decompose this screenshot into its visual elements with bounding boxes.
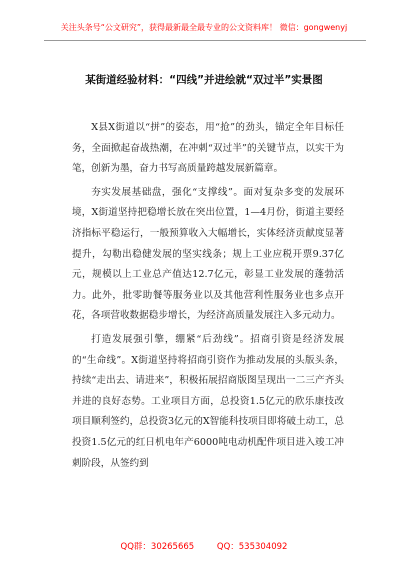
footer-qq: QQ：535304092 bbox=[216, 542, 288, 552]
header-divider bbox=[44, 40, 366, 41]
paragraph-momentum-line: 打造发展强引擎，绷紧“后劲线”。招商引资是经济发展的“生命线”。X街道坚持将招商引资作为推动发展的头版头条，持续“走出去、请进来”，积极拓展招商版图呈现出一二三产齐头并进的良好态势。工业项目方面，总投资1.5亿元的欣乐康技改项目顺利签约，总投资3亿元的X智能科技项目即将破土动工，总投资1.5亿元的红日机电年产6000吨电动机配件项目进入竣工冲刺阶段，从签约到 bbox=[72, 333, 344, 469]
paragraph-intro: X县X街道以“拼”的姿态，用“抢”的劲头，锚定全年目标任务，全面掀起奋战热潮，在冲刺“双过半”的关键节点，以实干为笔，创新为墨，奋力书写高质量跨越发展新篇章。 bbox=[72, 122, 344, 175]
document-title: 某街道经验材料：“四线”并进绘就“双过半”实景图 bbox=[85, 74, 323, 86]
footer-qq-group: QQ群：30265665 bbox=[120, 542, 195, 552]
paragraph-support-line: 夯实发展基础盘，强化“支撑线”。面对复杂多变的发展环境，X街道坚持把稳增长放在突出位置，1—4月份，街道主要经济指标平稳运行，一般预算收入大幅增长，实体经济贡献度显著提升，勾勒出稳健发展的坚实线条；规上工业应税开票9.37亿元，规模以上工业总产值达12.7亿元，彰显工业发展的蓬勃活力。此外，批零助餐等服务业以及其他营利性服务业也多点开花，各项营收数据稳步增长，为经济高质量发展注入多元动力。 bbox=[72, 186, 344, 322]
header-notice: 关注头条号“公文研究”，获得最新最全最专业的公文资料库！ 微信：gongwenyj bbox=[60, 23, 348, 32]
document-body bbox=[72, 118, 344, 477]
footer-contacts bbox=[0, 540, 408, 552]
